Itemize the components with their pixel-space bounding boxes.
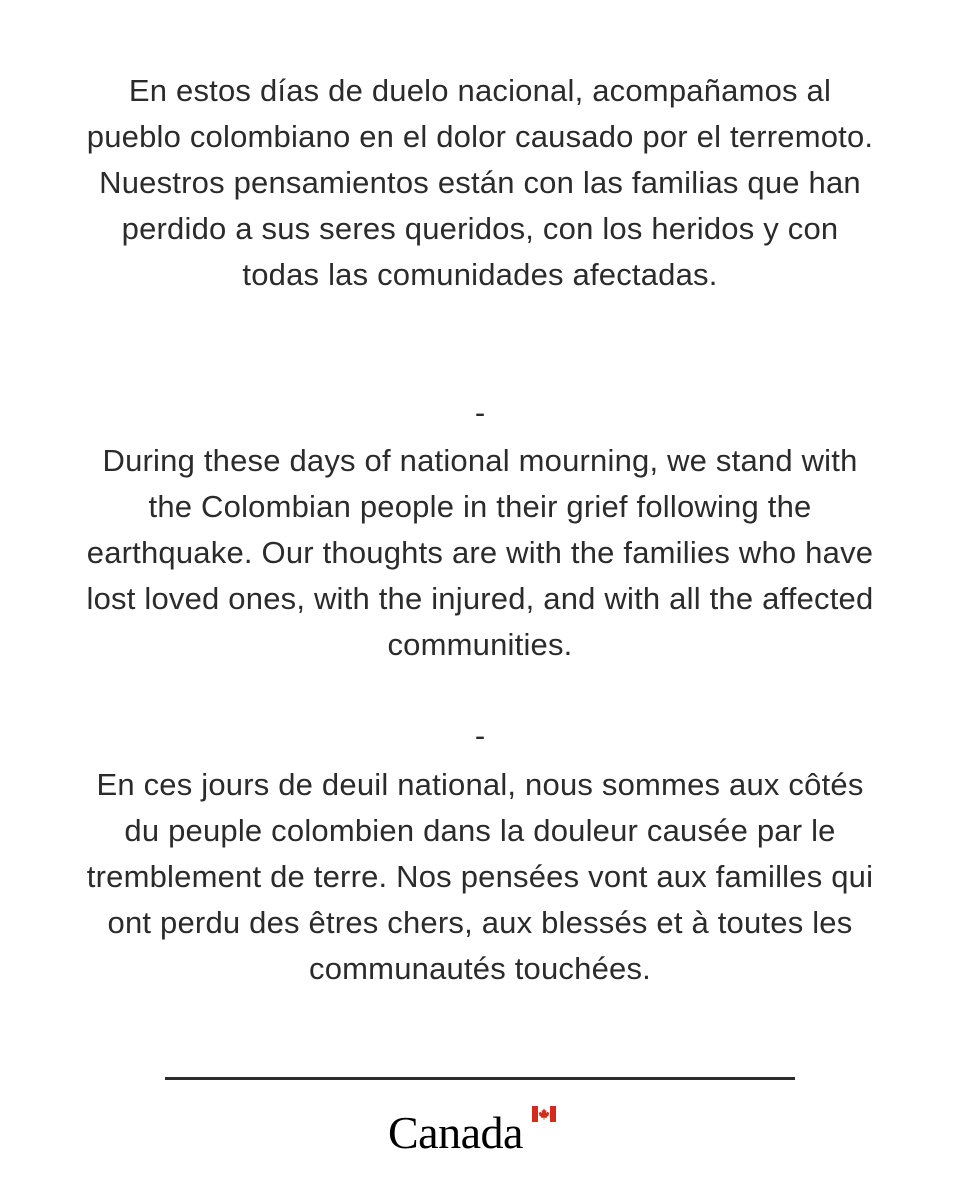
canada-wordmark bbox=[388, 1096, 523, 1156]
statement-spanish bbox=[80, 68, 880, 298]
statement-english bbox=[80, 438, 880, 668]
statement-english-text: During these days of national mourning, we stand with the Colombian people in their grief following the earthquake. Our thoughts are with the families who have lost loved ones, with the injured, and with all the affected communities. bbox=[86, 443, 874, 662]
footer-divider bbox=[165, 1077, 795, 1080]
statement-french bbox=[80, 762, 880, 992]
canadian-flag-icon bbox=[532, 1106, 556, 1122]
statement-spanish-text: En estos días de duelo nacional, acompañamos al pueblo colombiano en el dolor causado por el terremoto. Nuestros pensamientos están con las familias que han perdido a sus seres queridos, con los heridos y con todas las comunidades afectadas. bbox=[86, 73, 874, 292]
wordmark-text: Canada bbox=[388, 1107, 523, 1158]
statement-french-text: En ces jours de deuil national, nous sommes aux côtés du peuple colombien dans la douleur causée par le tremblement de terre. Nos pensées vont aux familles qui ont perdu des êtres chers, aux blessés et à toutes les communautés touchées. bbox=[86, 767, 874, 986]
language-separator: - bbox=[474, 395, 486, 430]
language-separator: - bbox=[474, 718, 486, 753]
